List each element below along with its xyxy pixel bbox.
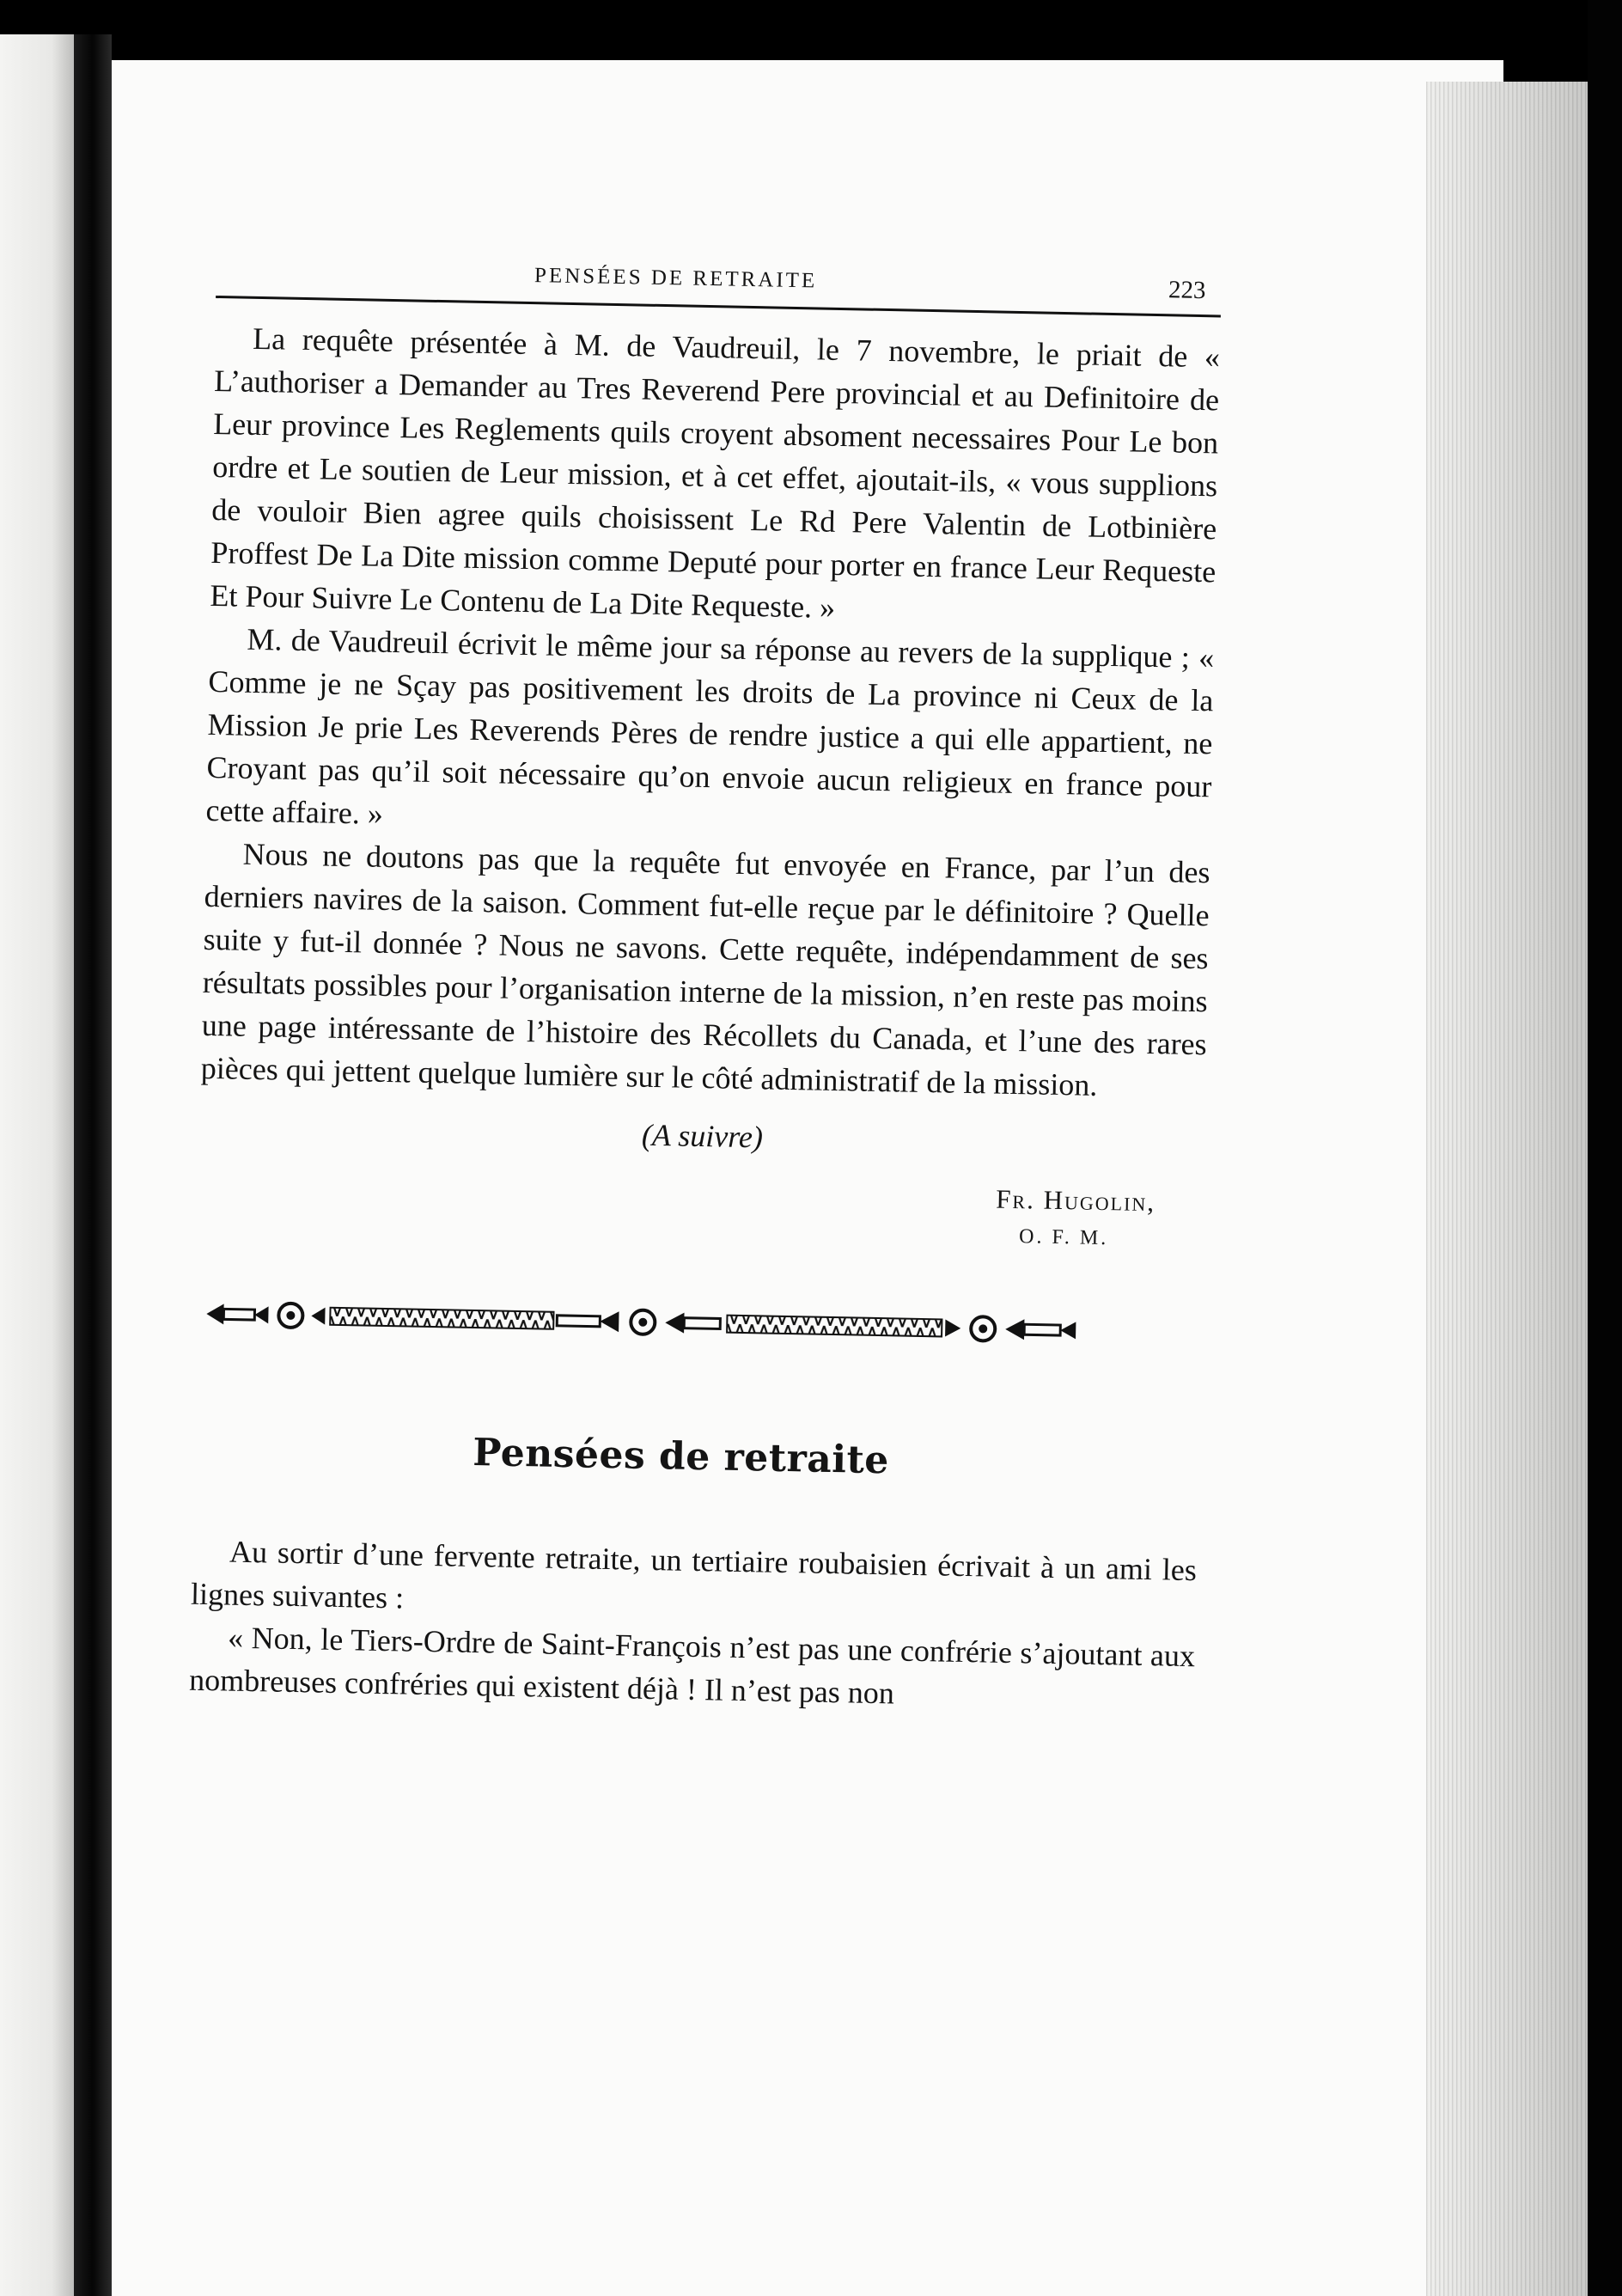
- a-suivre-note: (A suivre): [641, 1117, 764, 1155]
- ornamental-divider: [204, 1297, 1202, 1350]
- arrow-ornament-icon: [665, 1312, 720, 1334]
- paragraph: La requête présentée à M. de Vaudreuil, le 7 novembre, le priait de « L’authoriser a Demander au Tres Reverend Pere provincial et au Definitoire de Leur province Les Reglements quils croyent absoment necessaires Pour Le bon ordre et Le soutien de Leur mission, et à cet effet, ajoutait-ils, « vous supplions de vouloir Bien agree quils choisissent Le Rd Pere Valentin de Lotbinière Proffest De La Dite mission comme Deputé pour porter en france Leur Requeste Et Pour Suivre Le Contenu de La Dite Requeste. »: [210, 321, 1221, 625]
- book-gutter: [74, 34, 112, 2296]
- ornament-band-icon: [204, 1297, 1193, 1350]
- arrow-ornament-icon: [557, 1310, 619, 1332]
- paragraph: Au sortir d’une fervente retraite, un tertiaire roubaisien écrivait à un ami les lignes suivantes :: [190, 1534, 1198, 1615]
- flower-ornament-icon: [278, 1304, 303, 1328]
- section-heading: Pensées de retraite: [472, 1430, 890, 1483]
- arrow-ornament-icon: [206, 1304, 268, 1325]
- arrow-ornament-icon: [1005, 1319, 1076, 1341]
- paragraph: « Non, le Tiers-Ordre de Saint-François n’est pas une confrérie s’ajoutant aux nombreuses confréries qui existent déjà ! Il n’est pas non: [188, 1620, 1196, 1711]
- page-number: 223: [1168, 276, 1206, 305]
- page-text: [189, 258, 1222, 1720]
- running-title: PENSÉES DE RETRAITE: [534, 264, 818, 293]
- background-edge: [1588, 0, 1622, 2296]
- paragraph: Nous ne doutons pas que la requête fut envoyée en France, par l’un des derniers navires de la saison. Comment fut-elle reçue par le définitoire ? Quelle suite y fut-il donnée ? Nous ne savons. Cette requête, indépendamment de ses résultats possibles pour l’organisation interne de la mission, n’en reste pas moins une page intéressante de l’histoire des Récollets du Canada, et l’une des rares pièces qui jettent quelque lumière sur le côté administratif de la mission.: [200, 836, 1210, 1102]
- flower-ornament-icon: [631, 1310, 656, 1334]
- paragraph: M. de Vaudreuil écrivit le même jour sa réponse au revers de la supplique ; « Comme je ne Sçay pas positivement les droits de La province ni Ceux de la Mission Je prie Les Reverends Pères de rendre justice a qui elle appartient, ne Croyant pas qu’il soit nécessaire qu’on envoie aucun religieux en france pour cette affaire. »: [205, 621, 1215, 831]
- page-stack-edges: [1426, 82, 1588, 2296]
- left-page-edge: [0, 34, 74, 2296]
- flower-ornament-icon: [971, 1316, 996, 1341]
- author-signature: Fr. Hugolin,: [995, 1183, 1156, 1218]
- author-order: O. F. M.: [1018, 1225, 1109, 1250]
- header-rule: [216, 296, 1221, 317]
